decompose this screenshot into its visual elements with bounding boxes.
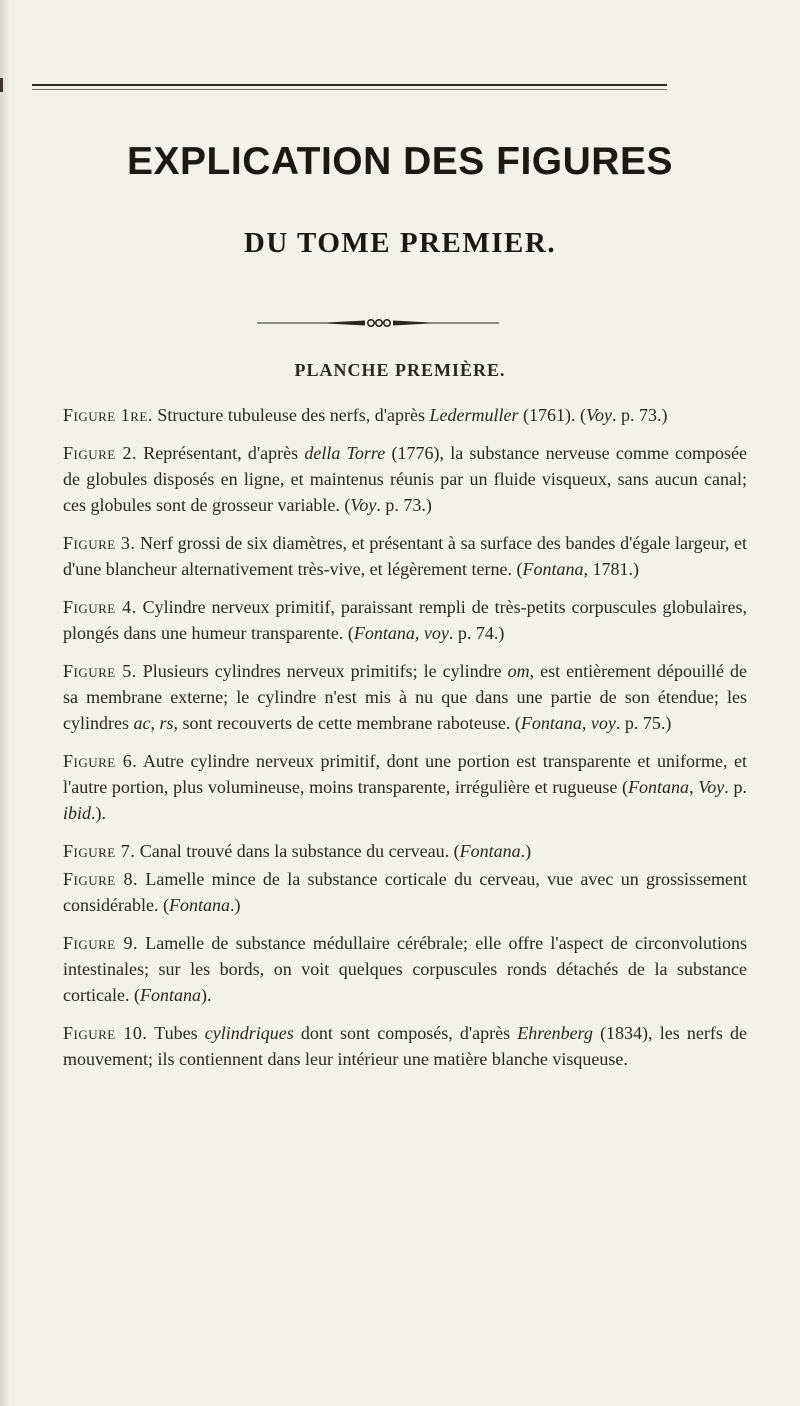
figure-text: (1761). ( — [518, 405, 586, 425]
figure-list — [63, 402, 747, 1084]
figure-text: , — [150, 713, 160, 733]
figure-citation: Fontana — [628, 777, 690, 797]
figure-label: Figure 10. — [63, 1023, 148, 1043]
figure-label: Figure 9. — [63, 933, 138, 953]
figure-label: Figure 7. — [63, 841, 136, 861]
figure-text: Canal trouvé dans la substance du cerveau. ( — [135, 841, 460, 861]
figure-citation: Fontana — [459, 841, 521, 861]
figure-label: Figure 2. — [63, 443, 137, 463]
figure-text: , est entièrement dépouillé de sa membrane externe; le cylindre n'est mis à nu que dans une partie de son étendue; les cylindres — [63, 661, 748, 733]
figure-text: (1834), les nerfs de mouvement; ils contiennent dans leur intérieur une matière blanche visqueuse. — [63, 1023, 747, 1069]
figure-citation: Fontana — [168, 895, 230, 915]
figure-citation: ac — [133, 713, 151, 733]
page-edge-shadow — [0, 0, 10, 1406]
figure-text: . p. 75.) — [615, 713, 672, 733]
figure-label: Figure 1re. — [63, 405, 153, 425]
figure-label: Figure 8. — [63, 869, 139, 889]
figure-entry — [63, 838, 747, 864]
figure-label: Figure 4. — [63, 597, 137, 617]
figure-text: Lamelle mince de la substance corticale du cerveau, vue avec un grossissement considérable. ( — [63, 869, 748, 915]
top-rule — [32, 84, 667, 90]
figure-text: , — [581, 713, 591, 733]
figure-citation: Voy — [586, 405, 612, 425]
figure-text: . p. 73.) — [612, 405, 668, 425]
figure-entry — [63, 930, 747, 1008]
figure-text: , — [414, 623, 424, 643]
page-title: EXPLICATION DES FIGURES — [127, 140, 673, 183]
figure-text: , — [689, 777, 699, 797]
figure-label: Figure 6. — [63, 751, 138, 771]
figure-text: Structure tubuleuse des nerfs, d'après — [152, 405, 430, 425]
figure-entry — [63, 1020, 747, 1072]
figure-citation: ibid — [63, 803, 92, 823]
figure-text: ). — [200, 985, 212, 1005]
figure-citation: om — [507, 661, 530, 681]
figure-citation: Ledermuller — [429, 405, 519, 425]
figure-citation: Fontana — [139, 985, 201, 1005]
figure-citation: rs — [159, 713, 174, 733]
figure-label: Figure 3. — [63, 533, 136, 553]
figure-text: (1776), la substance nerveuse comme composée de globules disposés en ligne, et maintenus réunis par un fluide visqueux, sans aucun canal; ces globules sont de grosseur variable. ( — [63, 443, 748, 515]
figure-text: Plusieurs cylindres nerveux primitifs; le cylindre — [136, 661, 508, 681]
figure-text: . p. 73.) — [376, 495, 432, 515]
page-edge-mark — [0, 78, 3, 92]
figure-text: . p. 74.) — [448, 623, 505, 643]
figure-text: .) — [520, 841, 532, 861]
figure-text: . p. — [724, 777, 747, 797]
figure-text: Lamelle de substance médullaire cérébrale; elle offre l'aspect de circonvolutions intestinales; sur les bords, on voit quelques corpuscules ronds détachés de la substance corticale. ( — [63, 933, 747, 1005]
figure-label: Figure 5. — [63, 661, 137, 681]
figure-entry — [63, 748, 747, 826]
figure-text: dont sont composés, d'après — [293, 1023, 518, 1043]
plate-heading: PLANCHE PREMIÈRE. — [294, 360, 506, 380]
figure-entry — [63, 658, 747, 736]
figure-entry — [63, 530, 747, 582]
figure-text: , sont recouverts de cette membrane raboteuse. ( — [173, 713, 521, 733]
figure-citation: Voy — [350, 495, 377, 515]
figure-citation: Voy — [698, 777, 725, 797]
figure-entry — [63, 594, 747, 646]
figure-text: .). — [91, 803, 107, 823]
figure-text: Cylindre nerveux primitif, paraissant rempli de très-petits corpuscules globulaires, plongés dans une humeur transparente. ( — [63, 597, 747, 643]
figure-citation: voy — [423, 623, 449, 643]
figure-entry — [63, 402, 747, 428]
figure-citation: Fontana — [353, 623, 415, 643]
figure-citation: cylindriques — [204, 1023, 294, 1043]
figure-citation: voy — [590, 713, 616, 733]
figure-citation: Fontana — [522, 559, 584, 579]
figure-text: .) — [229, 895, 241, 915]
figure-text: Nerf grossi de six diamètres, et présentant à sa surface des bandes d'égale largeur, et d'une blancheur alternativement très-vive, et légèrement terne. ( — [63, 533, 747, 579]
figure-entry — [63, 866, 747, 918]
figure-entry — [63, 440, 747, 518]
figure-citation: Fontana — [520, 713, 582, 733]
page-subtitle: DU TOME PREMIER. — [243, 227, 557, 259]
figure-text: Tubes — [147, 1023, 205, 1043]
figure-text: Représentant, d'après — [136, 443, 305, 463]
figure-citation: Ehrenberg — [517, 1023, 593, 1043]
figure-citation: della Torre — [304, 443, 386, 463]
ornament-divider — [257, 316, 499, 330]
figure-text: , 1781.) — [583, 559, 640, 579]
figure-text: Autre cylindre nerveux primitif, dont une portion est transparente et uniforme, et l'autre portion, plus volumineuse, moins transparente, irrégulière et rugueuse ( — [63, 751, 748, 797]
